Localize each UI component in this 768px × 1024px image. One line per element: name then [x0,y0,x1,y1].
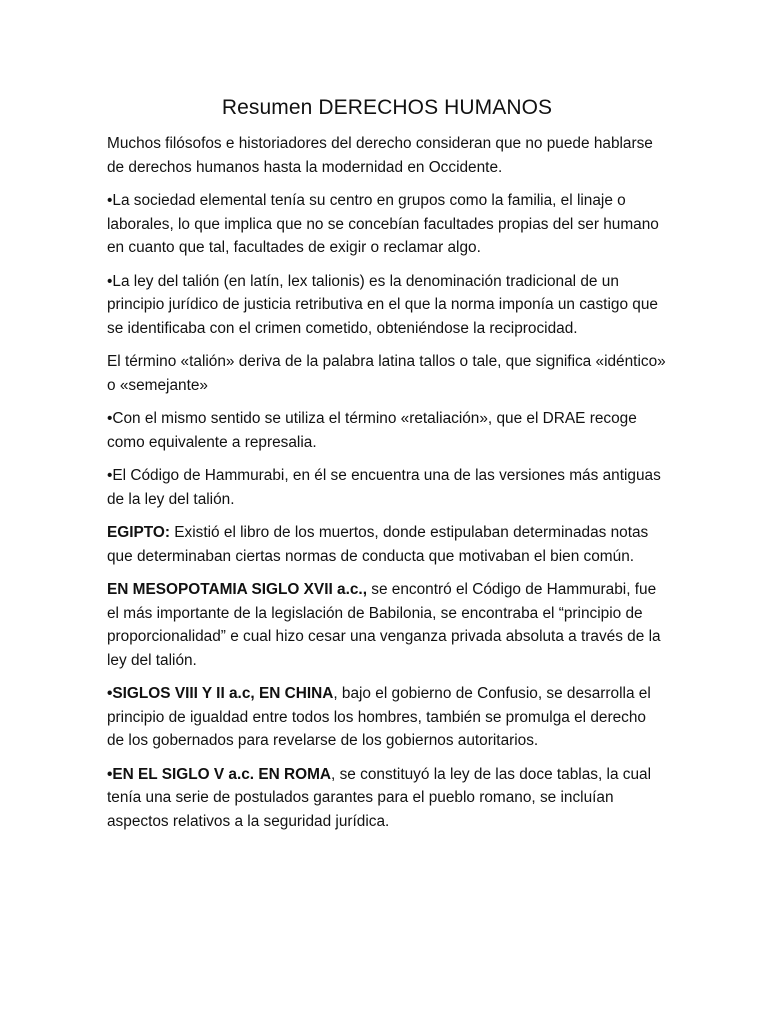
paragraph-text: •El Código de Hammurabi, en él se encuentra una de las versiones más antiguas de la ley del talión. [107,467,661,508]
paragraph-text: Existió el libro de los muertos, donde estipulaban determinadas notas que determinaban ciertas normas de conducta que motivaban el bien común. [107,524,649,565]
paragraph-text: •La ley del talión (en latín, lex talionis) es la denominación tradicional de un principio jurídico de justicia retributiva en el que la norma imponía un castigo que se identificaba con el crimen cometido, obteniéndose la reciprocidad. [107,272,658,337]
paragraph-codigo-hammurabi [107,464,667,511]
paragraph-text: , bajo el gobierno de Confusio, se desarrolla el principio de igualdad entre todos los hombres, también se promulga el derecho de los gobernados para revelarse de los gobiernos autoritarios. [107,685,651,749]
paragraph-text: •La sociedad elemental tenía su centro en grupos como la familia, el linaje o laborales, lo que implica que no se concebían facultades propias del ser humano en cuanto que tal, facultades de exigir o reclamar algo. [107,192,659,256]
document-page [107,94,667,843]
paragraph-text: El término «talión» deriva de la palabra latina tallos o tale, que significa «idéntico» o «semejante» [107,353,666,394]
paragraph-label: EN MESOPOTAMIA SIGLO XVII a.c., [107,581,367,598]
paragraph-intro [107,132,667,179]
paragraph-text: Muchos filósofos e historiadores del derecho consideran que no puede hablarse de derechos humanos hasta la modernidad en Occidente. [107,135,653,176]
paragraph-china [107,682,667,753]
paragraph-mesopotamia [107,578,667,672]
paragraph-roma [107,763,667,834]
paragraph-label: •EN EL SIGLO V a.c. EN ROMA [107,765,332,783]
paragraph-label: EGIPTO: [107,524,170,541]
paragraph-ley-talion [107,270,667,341]
paragraph-text: , se constituyó la ley de las doce tablas, la cual tenía una serie de postulados garantes para el pueblo romano, se incluían aspectos relativos a la seguridad jurídica. [107,765,652,830]
paragraph-sociedad-elemental [107,189,667,260]
document-title: Resumen DERECHOS HUMANOS [221,96,553,119]
paragraph-termino-talion [107,350,667,397]
paragraph-retaliacion [107,407,667,454]
paragraph-text: se encontró el Código de Hammurabi, fue el más importante de la legislación de Babilonia, se encontraba el “principio de proporcionalidad” e cual hizo cesar una venganza privada absoluta a través de la ley del talión. [107,581,661,669]
paragraph-text: •Con el mismo sentido se utiliza el término «retaliación», que el DRAE recoge como equivalente a represalia. [107,410,637,451]
paragraph-label: •SIGLOS VIII Y II a.c, EN CHINA [107,685,334,702]
paragraph-egipto [107,521,667,568]
